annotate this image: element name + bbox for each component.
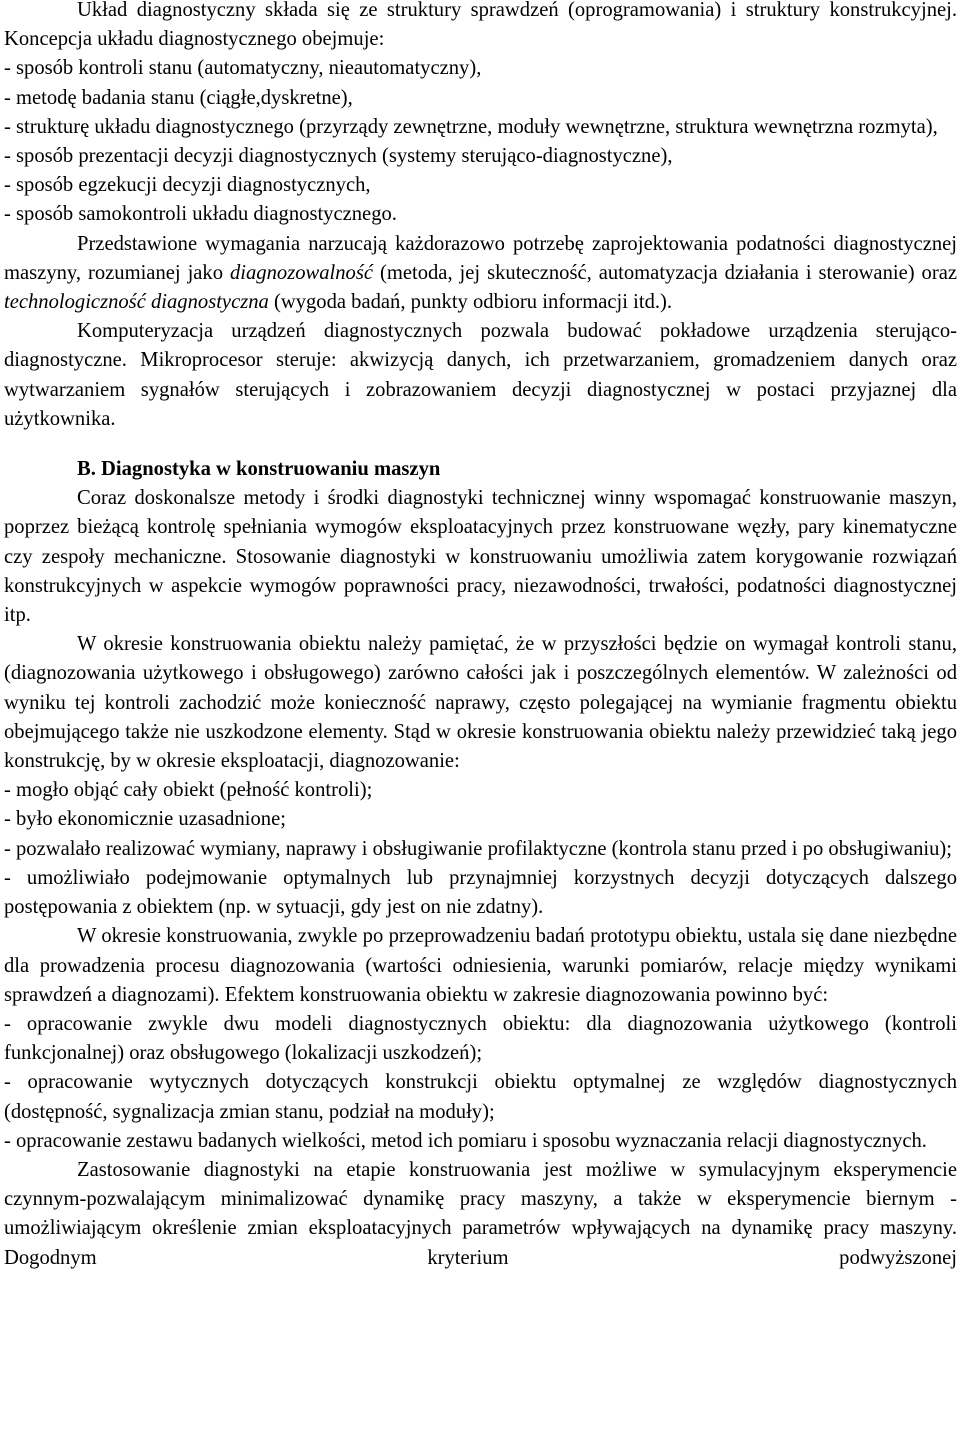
- list-item: - opracowanie wytycznych dotyczących konstrukcji obiektu optymalnej ze względów diagnostycznych (dostępność, sygnalizacja zmian stanu, podział na moduły);: [4, 1071, 957, 1123]
- list-item: - opracowanie zwykle dwu modeli diagnostycznych obiektu: dla diagnozowania użytkowego (kontroli funkcjonalnej) oraz obsługowego (lokalizacji uszkodzeń);: [4, 1012, 957, 1065]
- paragraph-text: Przedstawione wymagania narzucają każdorazowo potrzebę zaprojektowania podatności diagnostycznej maszyny, rozumianej jako: [4, 232, 957, 284]
- list-item: - sposób kontroli stanu (automatyczny, nieautomatyczny),: [4, 57, 482, 80]
- list-item: - sposób samokontroli układu diagnostycznego.: [4, 203, 397, 226]
- section-paragraph-2: W okresie konstruowania obiektu należy pamiętać, że w przyszłości będzie on wymagał kontroli stanu, (diagnozowania użytkowego i obsługowego) zarówno całości jak i poszczególnych elementów. W zależności od wyniku tej kontroli zachodzić może konieczność naprawy, często polegającej na wymianie fragmentu obiektu obejmującego także nie uszkodzone elementy. Stąd w okresie konstruowania obiektu należy przewidzieć taką jego konstrukcję, by w okresie eksploatacji, diagnozowanie:: [4, 633, 957, 773]
- list-item: - pozwalało realizować wymiany, naprawy i obsługiwanie profilaktyczne (kontrola stanu przed i po obsługiwaniu);: [4, 837, 952, 860]
- emphasis-term: diagnozowalność: [229, 261, 374, 284]
- paragraph-text: (metoda, jej skuteczność, automatyzacja działania i sterowanie) oraz: [373, 261, 957, 284]
- intro-paragraph-1: Układ diagnostyczny składa się ze struktury sprawdzeń (oprogramowania) i struktury konstrukcyjnej. Koncepcja układu diagnostycznego obejmuje:: [4, 0, 957, 51]
- section-paragraph-1: Coraz doskonalsze metody i środki diagnostyki technicznej winny wspomagać konstruowanie maszyn, poprzez bieżącą kontrolę spełniania wymogów eksploatacyjnych przez konstruowane węzły, pary kinematyczne czy zespoły mechaniczne. Stosowanie diagnostyki w konstruowaniu umożliwia zatem korygowanie rozwiązań konstrukcyjnych w aspekcie wymogów poprawności pracy, niezawodności, trwałości, podatności diagnostycznej itp.: [4, 487, 957, 627]
- document-page: [4, 0, 957, 1273]
- list-item: - opracowanie zestawu badanych wielkości, metod ich pomiaru i sposobu wyznaczania relacji diagnostycznych.: [4, 1129, 927, 1152]
- list-item: - było ekonomicznie uzasadnione;: [4, 808, 286, 831]
- list-item: - metodę badania stanu (ciągłe,dyskretne),: [4, 86, 353, 109]
- section-heading: B. Diagnostyka w konstruowaniu maszyn: [77, 458, 441, 481]
- paragraph-text: (wygoda badań, punkty odbioru informacji itd.).: [268, 291, 673, 314]
- list-item: - strukturę układu diagnostycznego (przyrządy zewnętrzne, moduły wewnętrzne, struktura wewnętrzna rozmyta),: [4, 115, 938, 138]
- intro-paragraph-2: [4, 230, 957, 318]
- emphasis-term: technologiczność diagnostyczna: [4, 291, 269, 314]
- list-item: - sposób egzekucji decyzji diagnostycznych,: [4, 174, 371, 197]
- intro-paragraph-3: Komputeryzacja urządzeń diagnostycznych pozwala budować pokładowe urządzenia sterująco-diagnostyczne. Mikroprocesor steruje: akwizycją danych, ich przetwarzaniem, gromadzeniem danych oraz wytwarzaniem sygnałów sterujących i zobrazowaniem decyzji diagnostycznej w postaci przyjaznej dla użytkownika.: [4, 320, 957, 430]
- list-item: - umożliwiało podejmowanie optymalnych lub przynajmniej korzystnych decyzji dotyczących dalszego postępowania z obiektem (np. w sytuacji, gdy jest on nie zdatny).: [4, 866, 957, 919]
- list-item: - sposób prezentacji decyzji diagnostycznych (systemy sterująco-diagnostyczne),: [4, 145, 673, 168]
- list-item: - mogło objąć cały obiekt (pełność kontroli);: [4, 779, 373, 802]
- section-paragraph-4: Zastosowanie diagnostyki na etapie konstruowania jest możliwe w symulacyjnym eksperymencie czynnym-pozwalającym minimalizować dynamikę pracy maszyny, a także w eksperymencie biernym - umożliwiającym określenie zmian eksploatacyjnych parametrów wpływających na dynamikę pracy maszyny. Dogodnym kryterium podwyższonej: [4, 1158, 957, 1269]
- section-paragraph-3: W okresie konstruowania, zwykle po przeprowadzeniu badań prototypu obiektu, ustala się dane niezbędne dla prowadzenia procesu diagnozowania (wartości odniesienia, warunki pomiarów, relacje między wynikami sprawdzeń a diagnozami). Efektem konstruowania obiektu w zakresie diagnozowania powinno być:: [4, 925, 957, 1006]
